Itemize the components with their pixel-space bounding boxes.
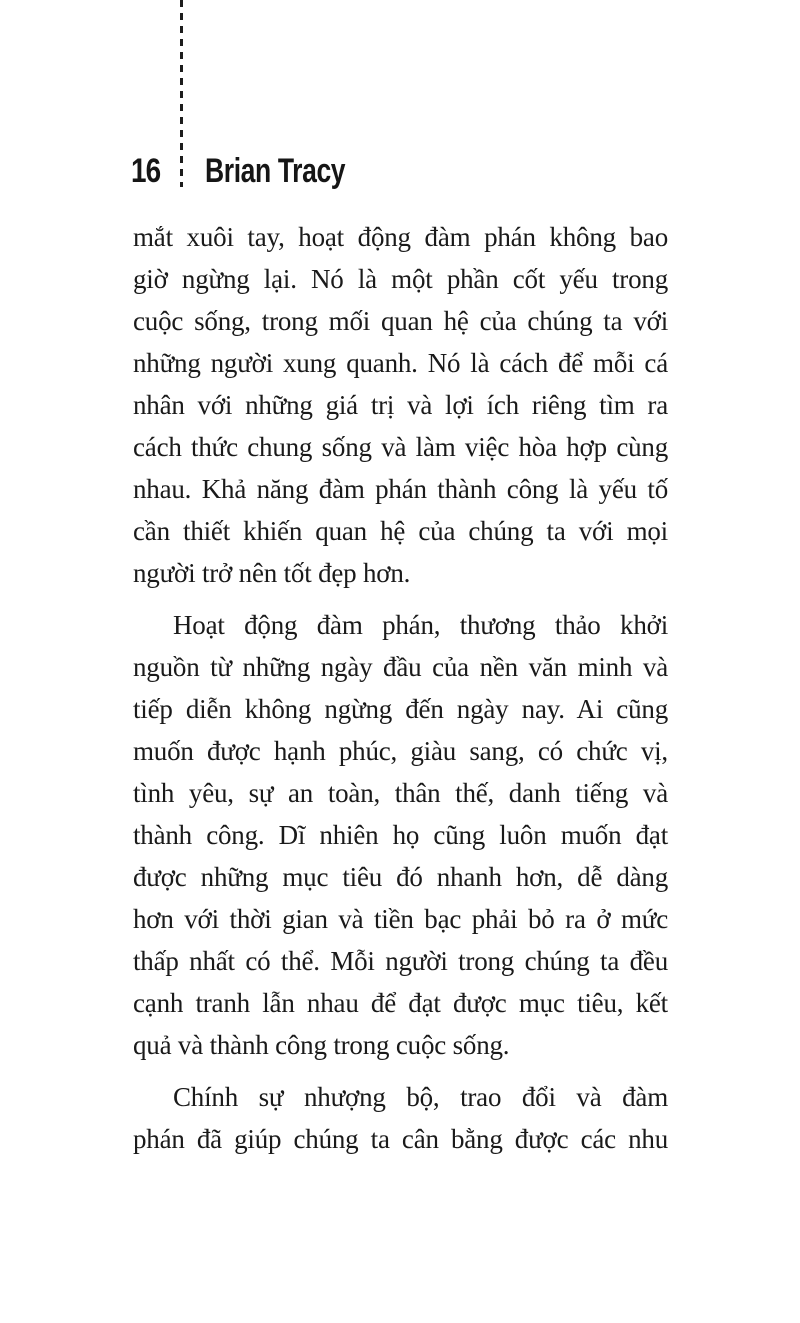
text-line: quả và thành công trong cuộc sống. — [133, 1030, 510, 1060]
paragraph — [133, 216, 668, 594]
text-line: hơn với thời gian và tiền bạc phải bỏ ra ở mức — [133, 904, 668, 934]
text-line: cuộc sống, trong mối quan hệ của chúng ta với — [133, 306, 668, 336]
text-line: giờ ngừng lại. Nó là một phần cốt yếu trong — [133, 264, 668, 294]
text-line: nhân với những giá trị và lợi ích riêng tìm ra — [133, 390, 668, 420]
paragraph — [133, 1076, 668, 1160]
text-line: nguồn từ những ngày đầu của nền văn minh và — [133, 652, 668, 682]
text-line: mắt xuôi tay, hoạt động đàm phán không bao — [133, 222, 668, 252]
text-line: nhau. Khả năng đàm phán thành công là yếu tố — [133, 474, 668, 504]
author-name: Brian Tracy — [205, 152, 346, 190]
text-line: tiếp diễn không ngừng đến ngày nay. Ai cũng — [133, 694, 668, 724]
text-line: cách thức chung sống và làm việc hòa hợp cùng — [133, 432, 668, 462]
text-line: cạnh tranh lẫn nhau để đạt được mục tiêu, kết — [133, 988, 668, 1018]
text-line: thành công. Dĩ nhiên họ cũng luôn muốn đạt — [133, 820, 668, 850]
text-line: Chính sự nhượng bộ, trao đổi và đàm — [173, 1082, 668, 1112]
text-line: phán đã giúp chúng ta cân bằng được các nhu — [133, 1124, 668, 1154]
body-text — [133, 216, 668, 1160]
dotted-divider — [180, 0, 183, 187]
text-line: những người xung quanh. Nó là cách để mỗi cá — [133, 348, 668, 378]
text-line: cần thiết khiến quan hệ của chúng ta với mọi — [133, 516, 668, 546]
text-line: tình yêu, sự an toàn, thân thế, danh tiếng và — [133, 778, 668, 808]
text-line: thấp nhất có thể. Mỗi người trong chúng ta đều — [133, 946, 668, 976]
page-number: 16 — [131, 152, 161, 190]
text-line: Hoạt động đàm phán, thương thảo khởi — [173, 610, 668, 640]
paragraph — [133, 604, 668, 1066]
text-line: được những mục tiêu đó nhanh hơn, dễ dàng — [133, 862, 668, 892]
text-line: người trở nên tốt đẹp hơn. — [133, 558, 411, 588]
text-line: muốn được hạnh phúc, giàu sang, có chức vị, — [133, 736, 668, 766]
